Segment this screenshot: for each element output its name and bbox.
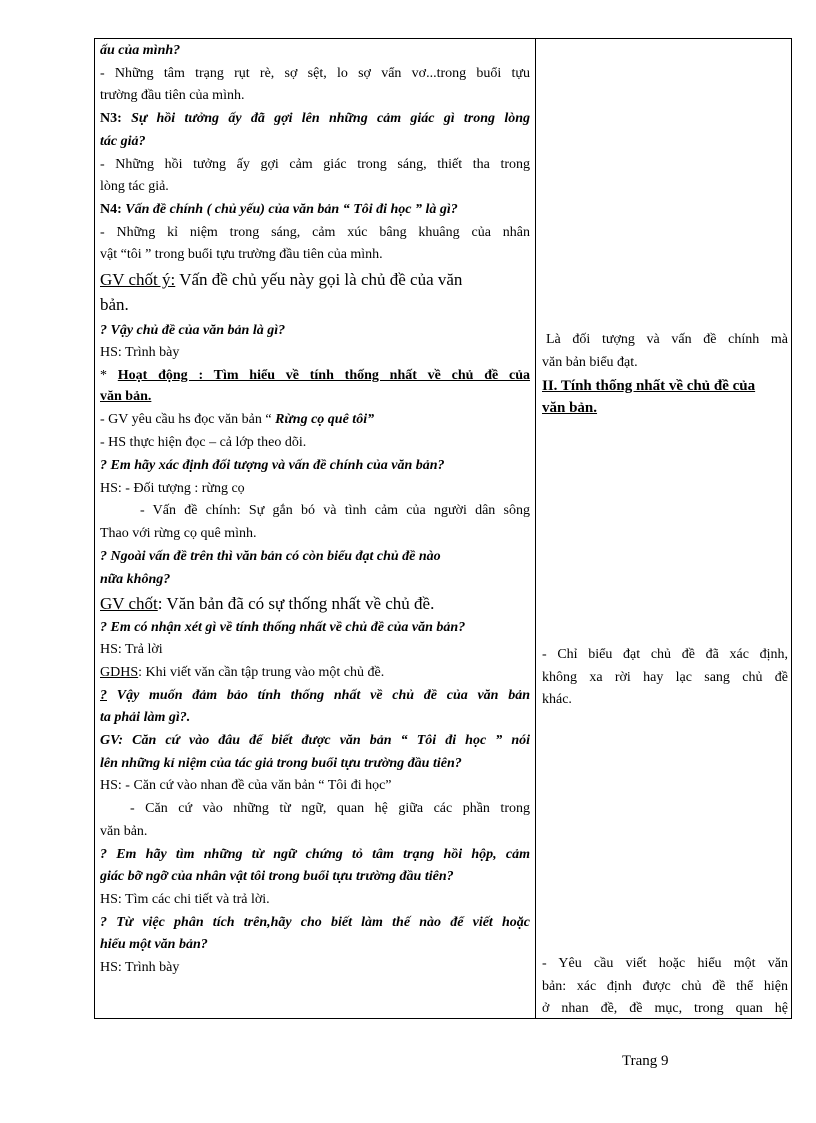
question-line: ? Vậy muốn đảm bảo tính thống nhất về chủ đề của văn bản	[100, 688, 530, 703]
question-line: ? Em hãy xác định đối tượng và vấn đề chính của văn bản?	[100, 458, 445, 473]
column-divider	[535, 38, 536, 1019]
text-line: HS: - Đối tượng : rừng cọ	[100, 481, 245, 496]
question-line: ? Ngoài vấn đề trên thì văn bản có còn biểu đạt chủ đề nào	[100, 549, 441, 564]
section-heading: văn bản.	[542, 400, 598, 416]
question-line: N4: Vấn đề chính ( chủ yếu) của văn bản “ Tôi đi học ” là gì?	[100, 202, 458, 217]
text-line: HS: Trình bày	[100, 960, 180, 975]
question-line: lên những kỉ niệm của tác giả trong buổi tựu trường đầu tiên?	[100, 756, 462, 771]
question-line: N3: Sự hồi tưởng ấy đã gợi lên những cảm giác gì trong lòng	[100, 111, 530, 126]
question-line: ? Em hãy tìm những từ ngữ chứng tỏ tâm trạng hồi hộp, cảm	[100, 847, 530, 862]
text-line: ở nhan đề, đề mục, trong quan hệ	[542, 1001, 788, 1016]
conclusion-line: GV chốt: Văn bản đã có sự thống nhất về chủ đề.	[100, 594, 435, 613]
text-line: - Căn cứ vào những từ ngữ, quan hệ giữa các phần trong	[130, 801, 530, 816]
question-line: ? Vậy chủ đề của văn bản là gì?	[100, 323, 286, 338]
text-line: lòng tác giả.	[100, 179, 169, 194]
question-line: ? Từ việc phân tích trên,hãy cho biết làm thế nào để viết hoặc	[100, 915, 530, 930]
text-line: khác.	[542, 692, 572, 707]
text-line: văn bản biểu đạt.	[542, 355, 638, 370]
question-line: ta phải làm gì?.	[100, 710, 191, 725]
text-line: - Những hồi tưởng ấy gợi cảm giác trong sáng, thiết tha trong	[100, 157, 530, 172]
text-line: vật “tôi ” trong buổi tựu trường đầu tiên của mình.	[100, 247, 383, 262]
conclusion-line: GV chốt ý: Vấn đề chủ yếu này gọi là chủ đề của văn	[100, 270, 463, 289]
text-line: - HS thực hiện đọc – cả lớp theo dõi.	[100, 435, 307, 450]
question-line: hiểu một văn bản?	[100, 937, 208, 952]
text-line: không xa rời hay lạc sang chủ đề	[542, 670, 788, 685]
content-column	[542, 40, 788, 1016]
question-line: ? Em có nhận xét gì về tính thống nhất về chủ đề của văn bản?	[100, 620, 466, 635]
text-line: HS: - Căn cứ vào nhan đề của văn bản “ Tôi đi học”	[100, 778, 392, 793]
text-line: - Chỉ biểu đạt chủ đề đã xác định,	[542, 647, 788, 662]
text-line: trường đầu tiên của mình.	[100, 88, 245, 103]
text-line: - Yêu cầu viết hoặc hiểu một văn	[542, 956, 788, 971]
text-line: HS: Trình bày	[100, 345, 180, 360]
text-line: HS: Tìm các chi tiết và trả lời.	[100, 892, 270, 907]
activity-heading: * Hoạt động : Tìm hiểu về tính thống nhất về chủ đề của	[100, 368, 530, 383]
text-line: - Vấn đề chính: Sự gắn bó và tình cảm của người dân sông	[140, 503, 530, 518]
text-line: Là đối tượng và vấn đề chính mà	[546, 332, 788, 347]
section-heading: II. Tính thống nhất về chủ đề của	[542, 378, 756, 394]
text-line: - GV yêu cầu hs đọc văn bản “ Rừng cọ quê tôi”	[100, 412, 375, 427]
text-line: - Những tâm trạng rụt rè, sợ sệt, lo sợ vẩn vơ...trong buổi tựu	[100, 66, 530, 81]
question-line: nữa không?	[100, 572, 171, 587]
text-line: HS: Trả lời	[100, 642, 163, 657]
text-line: ấu của mình?	[100, 43, 181, 58]
text-line: bản.	[100, 295, 129, 314]
text-line: Thao với rừng cọ quê mình.	[100, 526, 257, 541]
page-number: Trang 9	[622, 1053, 669, 1069]
activity-heading: văn bản.	[100, 389, 152, 404]
text-line: bản: xác định được chủ đề thể hiện	[542, 979, 788, 994]
text-line: văn bản.	[100, 824, 148, 839]
question-line: giác bỡ ngỡ của nhân vật tôi trong buổi tựu trường đầu tiên?	[100, 869, 454, 884]
text-line: tác giả?	[100, 134, 146, 149]
activities-column	[100, 40, 530, 1016]
text-line: - Những kỉ niệm trong sáng, cảm xúc bâng khuâng của nhân	[100, 225, 530, 240]
question-line: GV: Căn cứ vào đâu để biết được văn bản “ Tôi đi học ” nói	[100, 733, 530, 748]
text-line: GDHS: Khi viết văn cần tập trung vào một chủ đề.	[100, 665, 385, 680]
